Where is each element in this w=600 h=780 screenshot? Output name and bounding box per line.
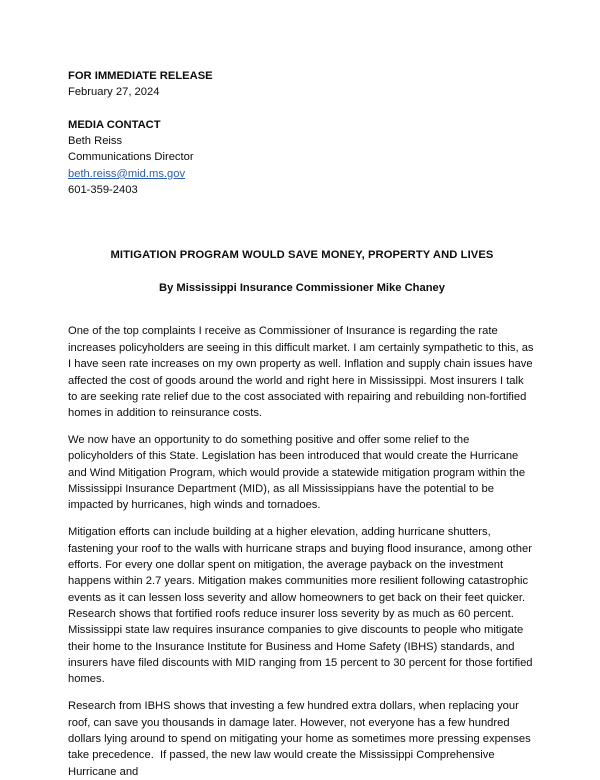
- contact-email-link[interactable]: beth.reiss@mid.ms.gov: [68, 167, 186, 180]
- article-paragraph: One of the top complaints I receive as Commissioner of Insurance is regarding the rate increases policyholders are seeing in this difficult market. I am certainly sympathetic to this, as I have seen rate increases on my own property as well. Inflation and supply chain issues have affected the cost of goods around the world and right here in Mississippi. Most insurers I talk to are seeking rate relief due to the cost associated with repairing and rebuilding non-fortified homes in addition to reinsurance costs.: [68, 325, 537, 420]
- document-body: [68, 68, 536, 780]
- release-date: February 27, 2024: [68, 86, 160, 99]
- article-paragraph: We now have an opportunity to do something positive and offer some relief to the policyholders of this State. Legislation has been introduced that would create the Hurricane and Wind Mitigation Program, which would provide a statewide mitigation program within the Mississippi Insurance Department (MID), as all Mississippians have the potential to be impacted by hurricanes, high winds and tornadoes.: [68, 434, 529, 512]
- article-body: [68, 323, 536, 779]
- for-immediate-release-label: FOR IMMEDIATE RELEASE: [68, 70, 213, 82]
- contact-email-line: [68, 166, 536, 182]
- release-header-block: [68, 68, 536, 198]
- media-contact-label: MEDIA CONTACT: [68, 118, 161, 131]
- article-headline: MITIGATION PROGRAM WOULD SAVE MONEY, PROPERTY AND LIVES: [110, 249, 494, 262]
- contact-title: Communications Director: [68, 151, 194, 164]
- contact-phone: 601-359-2403: [68, 184, 138, 197]
- headline-block: [68, 247, 536, 296]
- contact-name: Beth Reiss: [68, 135, 123, 148]
- article-byline: By Mississippi Insurance Commissioner Mike Chaney: [159, 282, 445, 295]
- article-paragraph: Mitigation efforts can include building at a higher elevation, adding hurricane shutters, fastening your roof to the walls with hurricane straps and buying flood insurance, among other efforts. For every one dollar spent on mitigation, the average payback on the investment happens within 2.7 years. Mitigation makes communities more resilient following catastrophic events as it can lessen loss severity and allow homeowners to get back on their feet quicker. Research shows that fortified roofs reduce insurer loss severity by as much as 60 percent. Mississippi state law requires insurance companies to give discounts to people who mitigate their home to the Insurance Institute for Business and Home Safety (IBHS) standards, and insurers have filed discounts with MID ranging from 15 percent to 30 percent for those fortified homes.: [68, 526, 536, 686]
- article-paragraph: Research from IBHS shows that investing a few hundred extra dollars, when replacing your roof, can save you thousands in damage later. However, not everyone has a few hundred dollars lying around to spend on mitigating your home as sometimes more pressing expenses take precedence. If passed, the new law would create the Mississippi Comprehensive Hurricane and: [68, 700, 534, 778]
- header-spacer: [68, 101, 536, 117]
